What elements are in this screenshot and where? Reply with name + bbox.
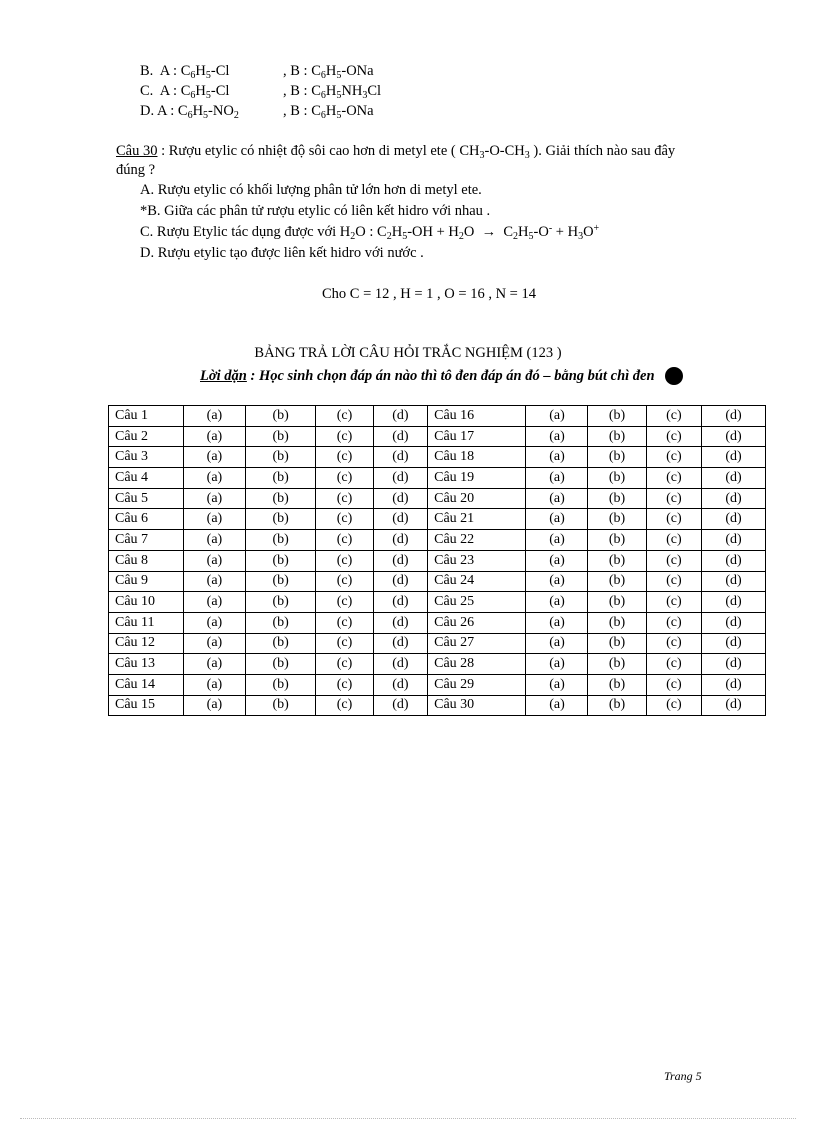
answer-bubble-b[interactable]: (b) [588, 592, 646, 613]
answer-sheet-note-label: Lời dặn [200, 368, 247, 384]
answer-bubble-a[interactable]: (a) [183, 695, 245, 716]
question-number-cell: Câu 8 [109, 550, 184, 571]
answer-bubble-d[interactable]: (d) [373, 674, 428, 695]
answer-bubble-b[interactable]: (b) [245, 488, 315, 509]
answer-bubble-b[interactable]: (b) [245, 592, 315, 613]
question-number-cell: Câu 17 [428, 426, 526, 447]
answer-bubble-c[interactable]: (c) [646, 571, 701, 592]
question-30-option-b: *B. Giữa các phân tử rượu etylic có liên kết hidro với nhau . [140, 203, 491, 219]
question-number-cell: Câu 1 [109, 406, 184, 427]
answer-bubble-d[interactable]: (d) [373, 406, 428, 427]
question-number-cell: Câu 4 [109, 468, 184, 489]
answer-bubble-b[interactable]: (b) [588, 530, 646, 551]
answer-bubble-a[interactable]: (a) [526, 571, 588, 592]
answer-bubble-c[interactable]: (c) [646, 654, 701, 675]
answer-bubble-a[interactable]: (a) [526, 468, 588, 489]
answer-bubble-d[interactable]: (d) [373, 468, 428, 489]
answer-row [109, 488, 766, 509]
question-number-cell: Câu 15 [109, 695, 184, 716]
answer-bubble-d[interactable]: (d) [373, 633, 428, 654]
answer-bubble-c[interactable]: (c) [316, 488, 373, 509]
filled-bubble-icon [665, 367, 683, 385]
answer-bubble-c[interactable]: (c) [646, 488, 701, 509]
answer-bubble-a[interactable]: (a) [526, 674, 588, 695]
answer-bubble-a[interactable]: (a) [526, 488, 588, 509]
answer-bubble-c[interactable]: (c) [646, 695, 701, 716]
answer-row [109, 468, 766, 489]
answer-bubble-b[interactable]: (b) [588, 447, 646, 468]
answer-bubble-c[interactable]: (c) [646, 468, 701, 489]
answer-bubble-c[interactable]: (c) [646, 509, 701, 530]
answer-bubble-d[interactable]: (d) [702, 695, 766, 716]
answer-bubble-d[interactable]: (d) [702, 447, 766, 468]
answer-bubble-d[interactable]: (d) [702, 612, 766, 633]
answer-bubble-b[interactable]: (b) [245, 530, 315, 551]
answer-row [109, 674, 766, 695]
answer-bubble-d[interactable]: (d) [373, 695, 428, 716]
answer-bubble-d[interactable]: (d) [702, 571, 766, 592]
question-number-cell: Câu 13 [109, 654, 184, 675]
atomic-masses: Cho C = 12 , H = 1 , O = 16 , N = 14 [322, 286, 536, 302]
prev-option-b: B. A : $C_6H_5-Cl$ [140, 63, 230, 81]
answer-bubble-c[interactable]: (c) [316, 509, 373, 530]
answer-bubble-b[interactable]: (b) [245, 654, 315, 675]
answer-bubble-a[interactable]: (a) [183, 592, 245, 613]
answer-bubble-b[interactable]: (b) [245, 406, 315, 427]
answer-bubble-d[interactable]: (d) [702, 654, 766, 675]
answer-bubble-b[interactable]: (b) [245, 447, 315, 468]
question-number-cell: Câu 25 [428, 592, 526, 613]
question-30-option-d: D. Rượu etylic tạo được liên kết hidro với nước . [140, 245, 424, 261]
answer-bubble-b[interactable]: (b) [245, 509, 315, 530]
prev-option-c-formula-b: , B : $C_6H_5NH_3Cl$ [283, 83, 382, 101]
question-number-cell: Câu 20 [428, 488, 526, 509]
answer-bubble-d[interactable]: (d) [702, 550, 766, 571]
answer-bubble-b[interactable]: (b) [588, 674, 646, 695]
answer-bubble-a[interactable]: (a) [526, 612, 588, 633]
prev-option-c: C. A : $C_6H_5-Cl$ [140, 83, 230, 101]
answer-bubble-a[interactable]: (a) [183, 674, 245, 695]
answer-bubble-d[interactable]: (d) [373, 426, 428, 447]
answer-bubble-a[interactable]: (a) [183, 447, 245, 468]
answer-row [109, 695, 766, 716]
answer-row [109, 406, 766, 427]
answer-bubble-d[interactable]: (d) [373, 612, 428, 633]
answer-bubble-d[interactable]: (d) [373, 509, 428, 530]
answer-bubble-c[interactable]: (c) [316, 426, 373, 447]
page-bottom-rule [20, 1118, 796, 1119]
answer-bubble-b[interactable]: (b) [245, 612, 315, 633]
answer-row [109, 592, 766, 613]
question-number-cell: Câu 23 [428, 550, 526, 571]
answer-bubble-c[interactable]: (c) [316, 695, 373, 716]
answer-bubble-d[interactable]: (d) [702, 488, 766, 509]
answer-bubble-b[interactable]: (b) [588, 654, 646, 675]
question-number-cell: Câu 18 [428, 447, 526, 468]
question-number-cell: Câu 12 [109, 633, 184, 654]
answer-bubble-d[interactable]: (d) [373, 654, 428, 675]
answer-bubble-c[interactable]: (c) [316, 592, 373, 613]
answer-row [109, 654, 766, 675]
answer-bubble-c[interactable]: (c) [646, 633, 701, 654]
answer-bubble-d[interactable]: (d) [702, 530, 766, 551]
answer-bubble-a[interactable]: (a) [526, 530, 588, 551]
question-number-cell: Câu 19 [428, 468, 526, 489]
answer-bubble-a[interactable]: (a) [526, 406, 588, 427]
answer-bubble-d[interactable]: (d) [702, 592, 766, 613]
question-number-cell: Câu 7 [109, 530, 184, 551]
answer-bubble-d[interactable]: (d) [373, 447, 428, 468]
answer-bubble-a[interactable]: (a) [183, 550, 245, 571]
answer-bubble-d[interactable]: (d) [702, 426, 766, 447]
answer-bubble-b[interactable]: (b) [588, 509, 646, 530]
answer-bubble-d[interactable]: (d) [373, 550, 428, 571]
question-number-cell: Câu 26 [428, 612, 526, 633]
prev-option-d: D. A : $C_6H_5-NO_2$ [140, 103, 239, 121]
answer-bubble-a[interactable]: (a) [183, 406, 245, 427]
answer-bubble-a[interactable]: (a) [526, 509, 588, 530]
answer-bubble-a[interactable]: (a) [526, 592, 588, 613]
answer-bubble-a[interactable]: (a) [183, 654, 245, 675]
answer-bubble-d[interactable]: (d) [702, 406, 766, 427]
answer-bubble-c[interactable]: (c) [316, 447, 373, 468]
answer-bubble-a[interactable]: (a) [183, 509, 245, 530]
question-number-cell: Câu 3 [109, 447, 184, 468]
answer-bubble-b[interactable]: (b) [588, 633, 646, 654]
answer-bubble-d[interactable]: (d) [373, 571, 428, 592]
answer-bubble-a[interactable]: (a) [183, 488, 245, 509]
answer-bubble-b[interactable]: (b) [245, 468, 315, 489]
question-number-cell: Câu 11 [109, 612, 184, 633]
answer-row [109, 509, 766, 530]
answer-bubble-b[interactable]: (b) [588, 468, 646, 489]
answer-bubble-c[interactable]: (c) [646, 406, 701, 427]
answer-bubble-b[interactable]: (b) [245, 426, 315, 447]
answer-bubble-d[interactable]: (d) [373, 530, 428, 551]
answer-bubble-b[interactable]: (b) [588, 406, 646, 427]
question-30-option-a: A. Rượu etylic có khối lượng phân tử lớn hơn di metyl ete. [140, 182, 482, 198]
answer-bubble-d[interactable]: (d) [702, 633, 766, 654]
question-30-line2: đúng ? [116, 162, 156, 178]
answer-bubble-a[interactable]: (a) [183, 612, 245, 633]
answer-bubble-d[interactable]: (d) [373, 488, 428, 509]
answer-bubble-c[interactable]: (c) [316, 406, 373, 427]
answer-bubble-a[interactable]: (a) [183, 426, 245, 447]
answer-bubble-d[interactable]: (d) [373, 592, 428, 613]
question-number-cell: Câu 6 [109, 509, 184, 530]
question-number-cell: Câu 9 [109, 571, 184, 592]
answer-bubble-c[interactable]: (c) [646, 674, 701, 695]
page-number: Trang 5 [664, 1069, 702, 1083]
answer-bubble-c[interactable]: (c) [646, 530, 701, 551]
answer-bubble-a[interactable]: (a) [183, 468, 245, 489]
answer-sheet-rows [109, 406, 766, 716]
question-number-cell: Câu 21 [428, 509, 526, 530]
answer-bubble-b[interactable]: (b) [588, 695, 646, 716]
answer-bubble-c[interactable]: (c) [316, 654, 373, 675]
answer-bubble-c[interactable]: (c) [646, 592, 701, 613]
answer-bubble-c[interactable]: (c) [316, 530, 373, 551]
question-number-cell: Câu 24 [428, 571, 526, 592]
question-number-cell: Câu 5 [109, 488, 184, 509]
answer-bubble-b[interactable]: (b) [245, 695, 315, 716]
answer-bubble-b[interactable]: (b) [588, 550, 646, 571]
question-number-cell: Câu 16 [428, 406, 526, 427]
answer-bubble-c[interactable]: (c) [646, 612, 701, 633]
answer-bubble-c[interactable]: (c) [646, 447, 701, 468]
answer-bubble-c[interactable]: (c) [316, 550, 373, 571]
question-number-cell: Câu 30 [428, 695, 526, 716]
answer-bubble-a[interactable]: (a) [526, 654, 588, 675]
question-30-line1: Câu 30 : Rượu etylic có nhiệt độ sôi cao hơn di metyl ete ( $CH_3-O-CH_3$ ). Giải thích nào sau đây [116, 143, 676, 161]
answer-bubble-a[interactable]: (a) [183, 530, 245, 551]
question-number-cell: Câu 28 [428, 654, 526, 675]
prev-option-d-formula-b: , B : $C_6H_5$-ONa [283, 103, 374, 121]
answer-bubble-b[interactable]: (b) [245, 633, 315, 654]
answer-bubble-a[interactable]: (a) [526, 447, 588, 468]
answer-bubble-b[interactable]: (b) [588, 612, 646, 633]
answer-row [109, 633, 766, 654]
answer-bubble-d[interactable]: (d) [702, 468, 766, 489]
question-number-cell: Câu 14 [109, 674, 184, 695]
answer-row [109, 447, 766, 468]
answer-bubble-c[interactable]: (c) [316, 612, 373, 633]
answer-bubble-a[interactable]: (a) [526, 695, 588, 716]
answer-bubble-a[interactable]: (a) [526, 550, 588, 571]
answer-bubble-b[interactable]: (b) [245, 674, 315, 695]
answer-row [109, 550, 766, 571]
answer-bubble-a[interactable]: (a) [526, 426, 588, 447]
answer-row [109, 612, 766, 633]
answer-bubble-c[interactable]: (c) [316, 633, 373, 654]
question-number-cell: Câu 2 [109, 426, 184, 447]
answer-bubble-b[interactable]: (b) [245, 550, 315, 571]
answer-bubble-a[interactable]: (a) [183, 571, 245, 592]
question-number-cell: Câu 27 [428, 633, 526, 654]
answer-bubble-d[interactable]: (d) [702, 509, 766, 530]
answer-row [109, 571, 766, 592]
answer-bubble-b[interactable]: (b) [588, 426, 646, 447]
answer-sheet-note: Lời dặn : Học sinh chọn đáp án nào thì tô đen đáp án đó – bằng bút chì đen [200, 367, 683, 385]
answer-bubble-c[interactable]: (c) [646, 426, 701, 447]
answer-bubble-d[interactable]: (d) [702, 674, 766, 695]
question-30-label: Câu 30 [116, 143, 158, 159]
question-number-cell: Câu 10 [109, 592, 184, 613]
answer-bubble-c[interactable]: (c) [316, 674, 373, 695]
answer-bubble-b[interactable]: (b) [245, 571, 315, 592]
answer-bubble-b[interactable]: (b) [588, 571, 646, 592]
answer-row [109, 530, 766, 551]
answer-bubble-a[interactable]: (a) [183, 633, 245, 654]
question-number-cell: Câu 22 [428, 530, 526, 551]
question-30-option-c: C. Rượu Etylic tác dụng được với $H_2O$ : $C_2H_5-OH + H_2O \to C_2H_5-O^- + H_3O^+$ [140, 223, 600, 242]
answer-sheet-table [108, 405, 766, 716]
answer-bubble-c[interactable]: (c) [316, 468, 373, 489]
answer-bubble-c[interactable]: (c) [646, 550, 701, 571]
answer-sheet-title: BẢNG TRẢ LỜI CÂU HỎI TRẮC NGHIỆM (123 ) [254, 345, 562, 361]
prev-option-b-formula-b: , B : $C_6H_5$-ONa [283, 63, 374, 81]
answer-row [109, 426, 766, 447]
question-number-cell: Câu 29 [428, 674, 526, 695]
answer-bubble-c[interactable]: (c) [316, 571, 373, 592]
answer-bubble-a[interactable]: (a) [526, 633, 588, 654]
answer-bubble-b[interactable]: (b) [588, 488, 646, 509]
